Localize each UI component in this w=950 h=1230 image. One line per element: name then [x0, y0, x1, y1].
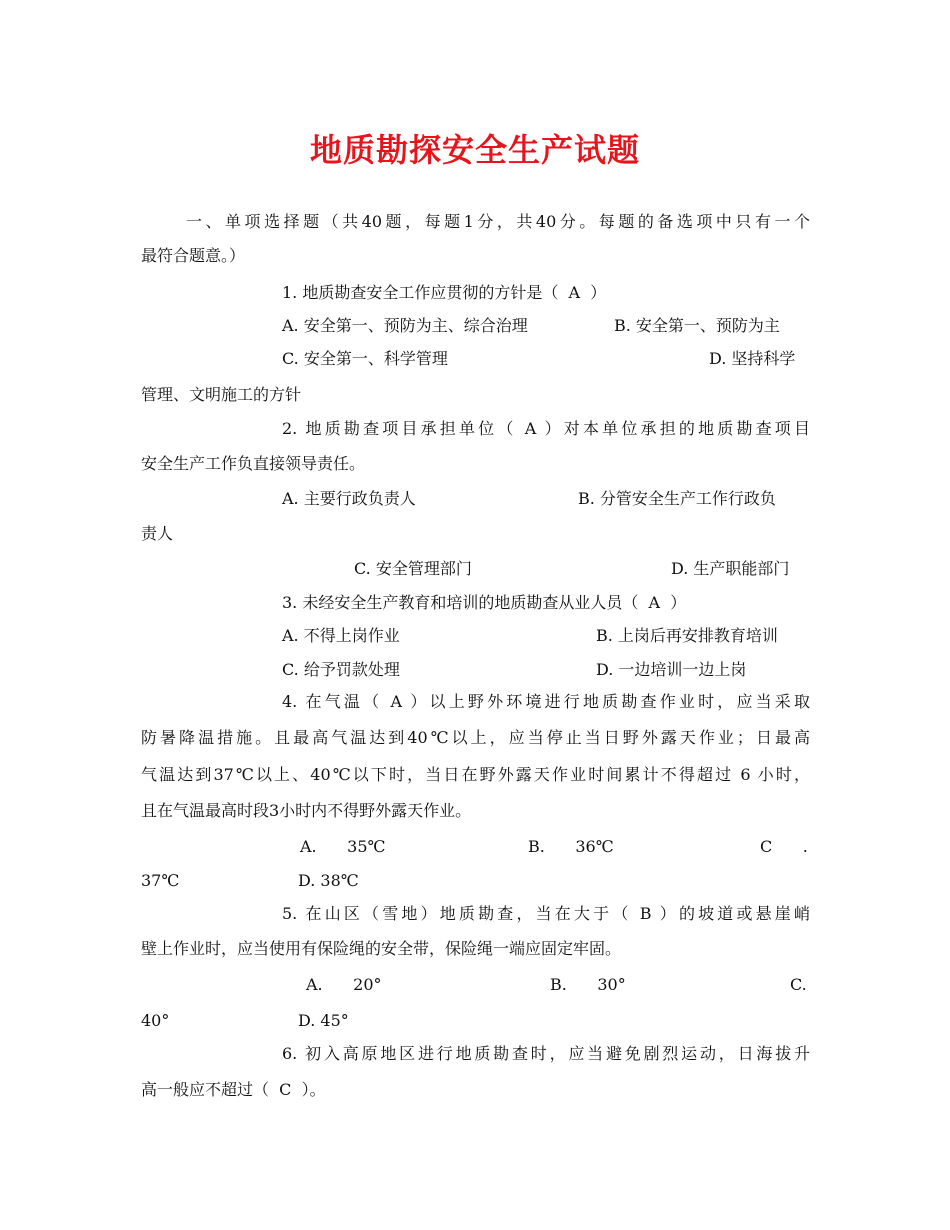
q5-option-b: B. 30° [550, 975, 626, 994]
q2-option-b: B. 分管安全生产工作行政负 [578, 489, 776, 508]
q2-option-c: C. 安全管理部门 [354, 559, 472, 578]
page-title: 地质勘探安全生产试题 [309, 131, 640, 169]
q3-stem: 3. 未经安全生产教育和培训的地质勘查从业人员（ A ） [282, 593, 687, 612]
q4-option-c-continued: 37℃ [141, 871, 180, 890]
q4-option-a: A. 35℃ [300, 837, 386, 856]
q2-option-b-continued: 责人 [141, 524, 174, 543]
q1-option-a: A. 安全第一、预防为主、综合治理 [282, 316, 528, 335]
q5-option-a: A. 20° [306, 975, 382, 994]
section-intro-line-1: 一、单项选择题（共40题，每题1分，共40分。每题的备选项中只有一个 [186, 212, 810, 231]
q3-option-a: A. 不得上岗作业 [282, 626, 400, 645]
q4-stem-line-2: 防暑降温措施。且最高气温达到40℃以上，应当停止当日野外露天作业；日最高 [141, 728, 810, 747]
q2-stem-line-2: 安全生产工作负直接领导责任。 [141, 454, 366, 473]
q4-stem-line-3: 气温达到37℃以上、40℃以下时，当日在野外露天作业时间累计不得超过 6 小时， [141, 765, 810, 784]
q1-option-d: D. 坚持科学 [709, 349, 796, 368]
q6-stem-line-2: 高一般应不超过（ C ）。 [141, 1080, 326, 1099]
q2-stem-line-1: 2. 地质勘查项目承担单位（ A ）对本单位承担的地质勘查项目 [282, 419, 810, 438]
q1-option-c: C. 安全第一、科学管理 [282, 349, 448, 368]
q4-option-b: B. 36℃ [528, 837, 614, 856]
q5-option-d: D. 45° [298, 1011, 349, 1030]
q5-stem-line-2: 壁上作业时，应当使用有保险绳的安全带，保险绳一端应固定牢固。 [141, 939, 622, 958]
q5-option-c: C. [790, 975, 807, 994]
q3-option-b: B. 上岗后再安排教育培训 [596, 626, 778, 645]
section-intro-line-2: 最符合题意。） [141, 246, 246, 265]
q5-option-c-continued: 40° [141, 1011, 170, 1030]
q3-option-c: C. 给予罚款处理 [282, 660, 400, 679]
q2-option-d: D. 生产职能部门 [671, 559, 790, 578]
q5-stem-line-1: 5. 在山区（雪地）地质勘查，当在大于（ B ）的坡道或悬崖峭 [282, 904, 810, 923]
q2-option-a: A. 主要行政负责人 [282, 489, 416, 508]
q6-stem-line-1: 6. 初入高原地区进行地质勘查时，应当避免剧烈运动，日海拔升 [282, 1044, 810, 1063]
q4-stem-line-1: 4. 在气温（ A ）以上野外环境进行地质勘查作业时，应当采取 [282, 692, 810, 711]
q1-stem: 1. 地质勘查安全工作应贯彻的方针是（ A ） [282, 283, 607, 302]
q1-option-b: B. 安全第一、预防为主 [614, 316, 780, 335]
q4-stem-line-4: 且在气温最高时段3小时内不得野外露天作业。 [141, 801, 472, 820]
q1-option-d-continued: 管理、文明施工的方针 [141, 385, 302, 404]
q4-option-d: D. 38℃ [298, 871, 359, 890]
q3-option-d: D. 一边培训一边上岗 [596, 660, 747, 679]
q4-option-c: C . [760, 837, 808, 856]
